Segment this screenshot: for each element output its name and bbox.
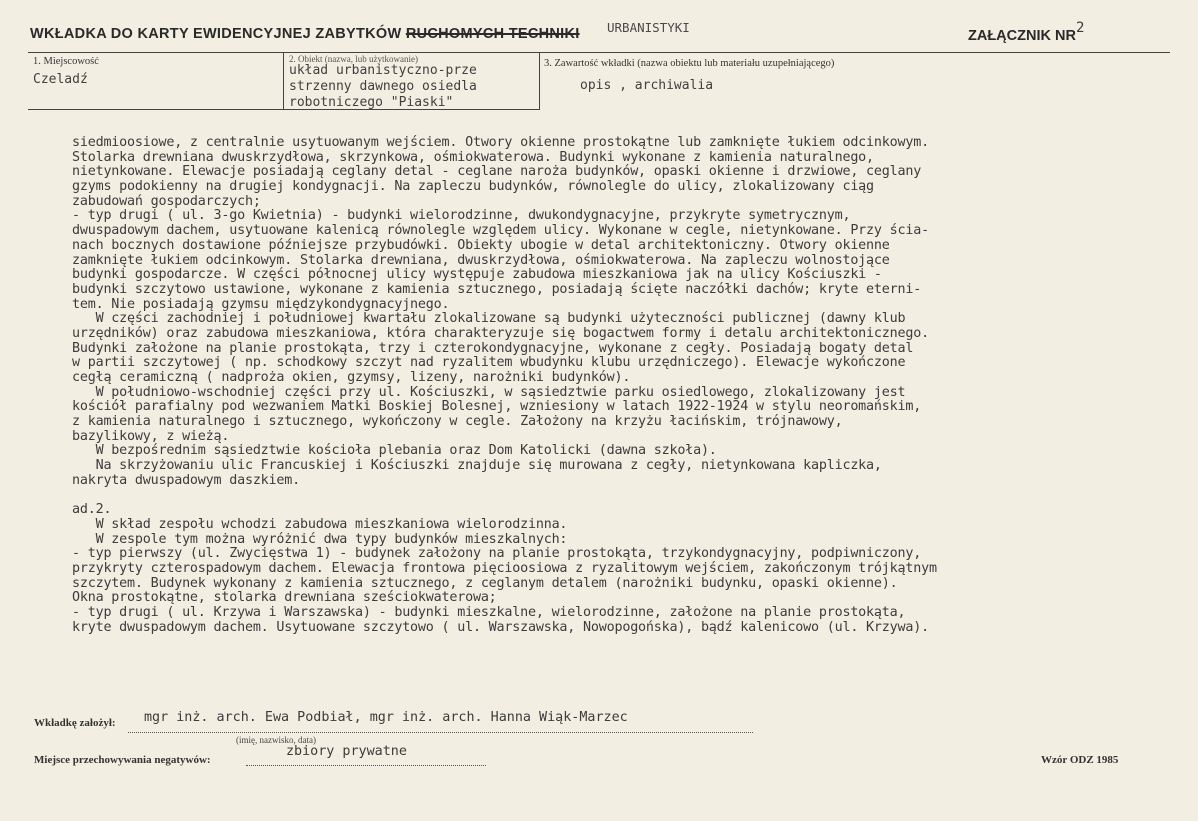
header-rule-top [28, 52, 1170, 53]
body-line: tem. Nie posiadają gzymsu międzykondygnacyjnego. [72, 296, 450, 312]
card-title-overtype: URBANISTYKI [607, 20, 690, 35]
attachment-number: 2 [1076, 20, 1085, 36]
body-line: w partii szczytowej ( np. schodkowy szczyt nad ryzalitem wbudynku klubu urzędniczego). Elewacje wykończone [72, 355, 906, 371]
body-line: Okna prostokątne, stolarka drewniana sześciokwaterowa; [72, 590, 497, 606]
card-title-text: WKŁADKA DO KARTY EWIDENCYJNEJ ZABYTKÓW [30, 26, 406, 42]
body-line: Na skrzyżowaniu ulic Francuskiej i Kościuszki znajduje się murowana z cegły, nietynkowana kapliczka, [72, 458, 882, 474]
body-line: zabudowań gospodarczych; [72, 193, 261, 209]
body-line: bazylikowy, z wieżą. [72, 428, 230, 444]
body-line: urzędników) oraz zabudowa mieszkaniowa, która charakteryzuje się bogactwem formy i detalu architektonicznego. [72, 325, 929, 341]
attachment-label: ZAŁĄCZNIK NR [968, 28, 1076, 44]
body-line: W skład zespołu wchodzi zabudowa mieszkaniowa wielorodzinna. [72, 516, 568, 532]
storage-dotted-line [246, 765, 486, 766]
card-title [30, 26, 580, 42]
body-line: W zespole tym można wyróżnić dwa typy budynków mieszkalnych: [72, 531, 568, 547]
author-caption: (imię, nazwisko, data) [236, 735, 316, 745]
body-line [72, 489, 1172, 504]
body-line: siedmioosiowe, z centralnie usytuowanym wejściem. Otwory okienne prostokątne lub zamknięte łukiem odcinkowym. [72, 135, 929, 150]
body-line: budynki gospodarcze. W części północnej ulicy występuje zabudowa mieszkaniowa jak na ulicy Kościuszki - [72, 267, 882, 283]
place-label: 1. Miejscowość [33, 56, 99, 67]
object-label: 2. Obiekt (nazwa, lub użytkowanie) [289, 54, 418, 64]
place-value: Czeladź [33, 72, 88, 87]
body-line: W bezpośrednim sąsiedztwie kościoła plebania oraz Dom Katolicki (dawna szkoła). [72, 443, 717, 459]
object-value-line-3: robotniczego "Piaski" [289, 95, 454, 110]
author-value: mgr inż. arch. Ewa Podbiał, mgr inż. arch. Hanna Wiąk-Marzec [144, 710, 628, 725]
object-value-line-2: strzenny dawnego osiedla [289, 79, 477, 94]
body-line: - typ drugi ( ul. Krzywa i Warszawska) - budynki mieszkalne, wielorodzinne, założone na planie prostokąta, [72, 605, 906, 620]
object-value-line-1: układ urbanistyczno-prze [289, 63, 477, 78]
storage-label: Miejsce przechowywania negatywów: [34, 754, 211, 766]
body-line: Budynki założone na planie prostokąta, trzy i czterokondygnacyjne, wykonane z cegły. Posiadają bogaty detal [72, 340, 914, 356]
body-line: nietynkowane. Elewacje posiadają ceglany detal - ceglane naroża budynków, opaski okienne i drzwiowe, ceglany [72, 164, 922, 180]
body-line: z kamienia naturalnego i sztucznego, wykończony w cegle. Założony na krzyżu łacińskim, trójnawowy, [72, 414, 843, 430]
header-divider-2 [539, 52, 540, 109]
form-model: Wzór ODZ 1985 [1041, 754, 1119, 766]
body-line: - typ pierwszy (ul. Zwycięstwa 1) - budynek założony na planie prostokąta, trzykondygnacyjny, podpiwniczony, [72, 546, 922, 562]
header-divider-1 [283, 52, 284, 109]
card-title-struck-text: RUCHOMYCH TECHNIKI [405, 26, 580, 42]
content-label: 3. Zawartość wkładki (nazwa obiektu lub materiału uzupełniającego) [544, 58, 835, 69]
body-line: cegłą ceramiczną ( nadproża okien, gzymsy, lizeny, narożniki budynków). [72, 370, 631, 385]
body-line: gzyms podokienny na drugiej kondygnacji. Na zapleczu budynków, równolegle do ulicy, zlokalizowany ciąg [72, 179, 874, 195]
body-line: dwuspadowym dachem, usytuowane kalenicą równolegle względem ulicy. Wykonane w cegle, nietynkowane. Przy ścia- [72, 223, 929, 239]
author-dotted-line [128, 732, 753, 733]
body-line: ad.2. [72, 502, 112, 518]
body-line: - typ drugi ( ul. 3-go Kwietnia) - budynki wielorodzinne, dwukondygnacyjne, przykryte symetrycznym, [72, 208, 851, 224]
author-label: Wkładkę założył: [34, 717, 116, 729]
body-line: szczytem. Budynek wykonany z kamienia sztucznego, z ceglanym detalem (narożniki budynku, opaski okienne). [72, 575, 898, 591]
body-line: nach bocznych dostawione późniejsze przybudówki. Obiekty ubogie w detal architektoniczny. Otwory okienne [72, 237, 890, 253]
document-body [72, 136, 1172, 635]
body-line: zamknięte łukiem odcinkowym. Stolarka drewniana, dwuskrzydłowa, ośmiokwaterowa. Na zapleczu wolnostojące [72, 252, 890, 268]
body-line: kryte dwuspadowym dachem. Usytuowane szczytowo ( ul. Warszawska, Nowopogońska), bądź kalenicowo (ul. Krzywa). [72, 619, 929, 635]
header-rule-bottom [28, 109, 540, 110]
body-line: W południowo-wschodniej części przy ul. Kościuszki, w sąsiedztwie parku osiedlowego, zlokalizowany jest [72, 384, 906, 400]
body-line: Stolarka drewniana dwuskrzydłowa, skrzynkowa, ośmiokwaterowa. Budynki wykonane z kamienia naturalnego, [72, 149, 874, 165]
body-line: nakryta dwuspadowym daszkiem. [72, 472, 300, 488]
storage-value: zbiory prywatne [286, 744, 407, 759]
content-value: opis , archiwalia [580, 78, 714, 93]
body-line: kościół parafialny pod wezwaniem Matki Boskiej Bolesnej, wzniesiony w latach 1922-1924 w stylu neoromańskim, [72, 399, 922, 415]
body-line: przykryty czterospadowym dachem. Elewacja frontowa pięcioosiowa z ryzalitowym wejściem, zakończonym trójkątnym [72, 560, 937, 576]
body-line: budynki szczytowo ustawione, wykonane z kamienia sztucznego, posiadają ścięte naczółki dachów; kryte eterni- [72, 281, 922, 297]
body-line: W części zachodniej i południowej kwartału zlokalizowane są budynki użyteczności publicznej (dawny klub [72, 311, 906, 327]
